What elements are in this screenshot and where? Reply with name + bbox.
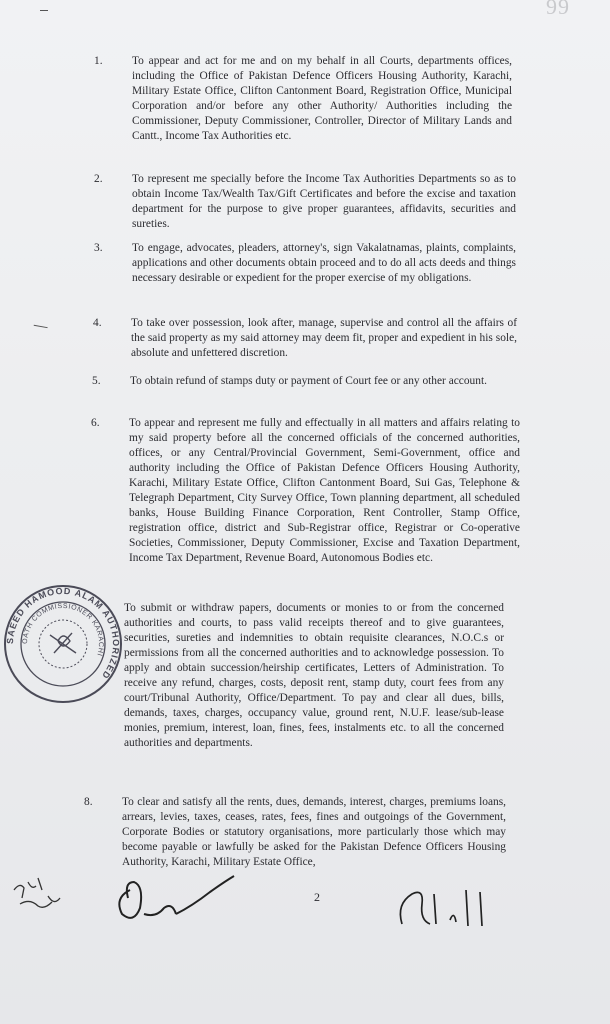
corner-tick (40, 10, 48, 11)
clause-8 (84, 795, 506, 870)
margin-pen-mark (34, 321, 49, 328)
clause-1 (94, 54, 512, 144)
stamp-inner-text: OATH COMMISSIONER KARACHI (21, 602, 105, 657)
clause-2 (94, 172, 516, 232)
clause-text: To appear and act for me and on my behalf in all Courts, departments offices, including the Office of Pakistan Defence Officers Housing Authority, Karachi, Military Estate Office, Clifton Cantonment Board, Registration Office, Municipal Corporation and/or before any other Authority/ Authorities including the Commissioner, Deputy Commissioner, Controller, Director of Military Lands and Cantt., Income Tax Authorities etc. (132, 55, 512, 142)
clause-5 (92, 374, 520, 389)
clause-6 (91, 416, 520, 566)
page-corner-mark: 99 (546, 0, 570, 19)
signature-center (100, 868, 250, 938)
clause-text: To submit or withdraw papers, documents or monies to or from the concerned authorities and courts, to pass valid receipts thereof and to give guarantees, securities, sureties and indemnities to obtain requisite clearances, N.O.C.s or permissions from all the concerned authorities and to acknowledge possession. To apply and obtain succession/heirship certificates, Letters of Administration. To receive any refund, charges, costs, deposit rent, stamp duty, court fees from any court/Tribunal Authority, Office/Department. To pay and clear all dues, bills, demands, taxes, charges, occupancy value, ground rent, N.U.F. lease/sub-lease monies, premium, interest, loan, fines, fees, instalments etc. to all the concerned authorities and departments. (124, 602, 504, 749)
clause-number: 1. (94, 55, 103, 67)
clause-text: To appear and represent me fully and effectually in all matters and affairs relating to my said property before all the concerned officials of the concerned authorities, offices, or any Central/Provincial Government, Semi-Government, office and authority including the Office of Pakistan Defence Officers Housing Authority, Karachi, Military Estate Office, Clifton Cantonment Board, Sui Gas, Telephone & Telegraph Department, City Survey Office, Town planning department, all scheduled banks, House Building Finance Corporation, Rent Controller, Stamp Office, registration office, district and Sub-Registrar office, Registrar or Co-operative Societies, Commissioner, Deputy Commissioner, Excise and Taxation Department, Income Tax Department, Revenue Board, Autonomous Bodies etc. (129, 417, 520, 564)
clause-text: To obtain refund of stamps duty or payment of Court fee or any other account. (130, 375, 487, 387)
signature-right (390, 880, 500, 936)
initials-left (8, 868, 78, 918)
svg-text:OATH COMMISSIONER KARACHI (22, 603, 104, 657)
clause-number: 3. (94, 242, 103, 254)
clause-text: To represent me specially before the Income Tax Authorities Departments so as to obtain Income Tax/Wealth Tax/Gift Certificates and before the excise and taxation department for the purpose to give proper guarantees, affidavits, securities and sureties. (132, 173, 516, 230)
page-number: 2 (314, 890, 320, 904)
clause-4 (93, 316, 517, 361)
clause-text: To engage, advocates, pleaders, attorney's, sign Vakalatnamas, plaints, complaints, applications and other documents obtain proceed and to do all acts deeds and things necessary desirable or expedient for the proper exercise of my obligations. (132, 242, 516, 284)
clause-3 (94, 241, 516, 286)
clause-number: 6. (91, 417, 100, 429)
clause-number: 5. (92, 375, 101, 387)
clause-text: To clear and satisfy all the rents, dues, demands, interest, charges, premiums loans, arrears, levies, taxes, ceases, rates, fees, fines and outgoings of the Government, Corporate Bodies or statutory organisations, more particularly those which may become payable or lawfully be asked for the Pakistan Defence Officers Housing Authority, Karachi, Military Estate Office, (122, 796, 506, 868)
clause-number: 8. (84, 796, 93, 808)
stamp-outer-text: SAEED HAMOOD ALAM AUTHORIZED (4, 585, 122, 682)
clause-7 (124, 601, 504, 751)
oath-commissioner-stamp (2, 583, 124, 705)
clause-text: To take over possession, look after, manage, supervise and control all the affairs of the said property as my said attorney may deem fit, proper and expedient in his sole, absolute and unfettered discretion. (131, 317, 517, 359)
clause-number: 4. (93, 317, 102, 329)
clause-number: 2. (94, 173, 103, 185)
